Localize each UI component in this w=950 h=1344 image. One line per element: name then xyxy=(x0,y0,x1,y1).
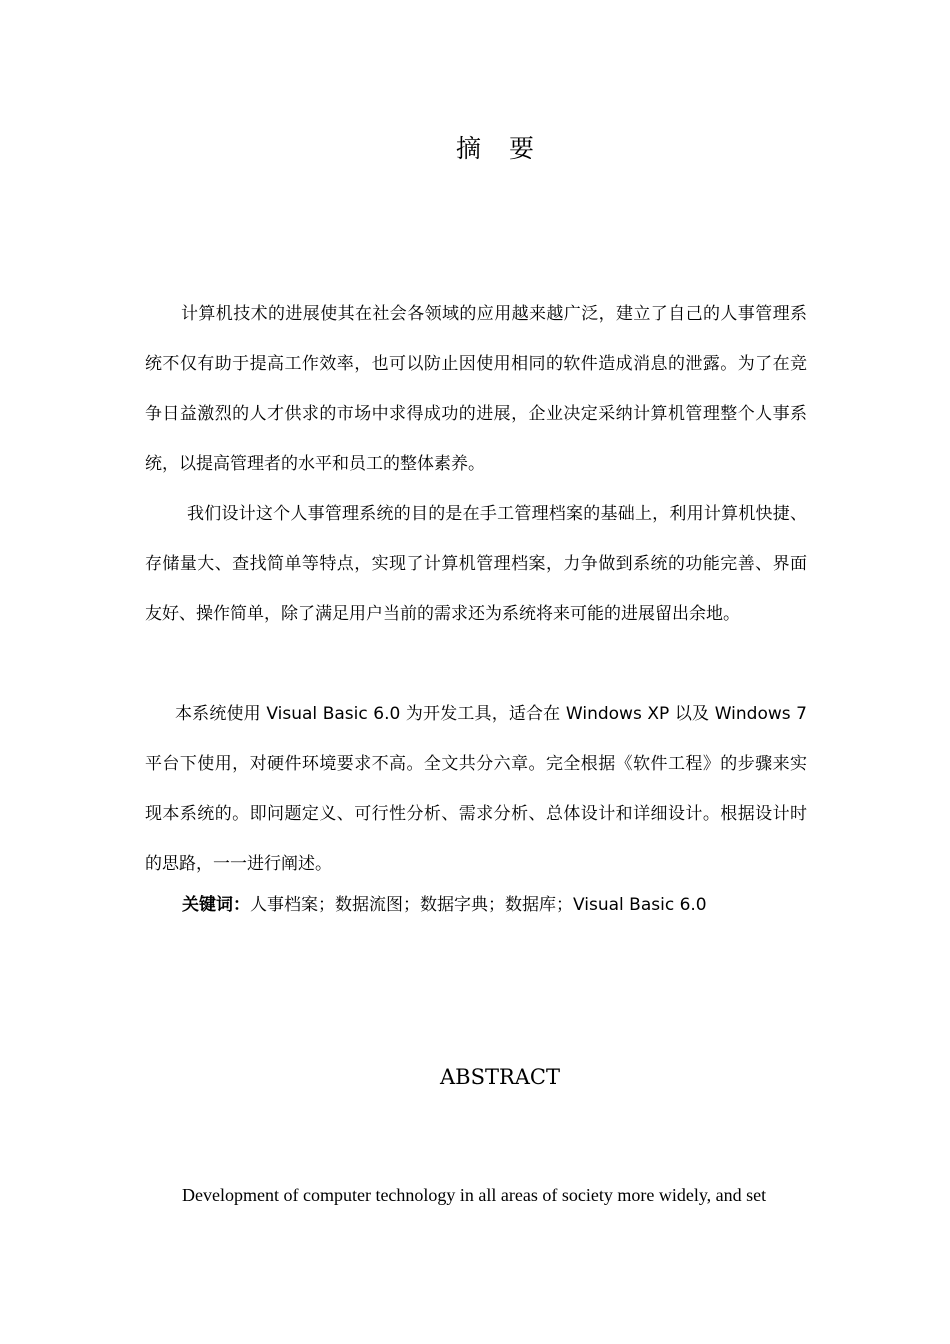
keywords-line xyxy=(182,890,807,920)
abstract-en-title: ABSTRACT xyxy=(439,1065,561,1089)
abstract-cn-paragraph-1: 计算机技术的进展使其在社会各领域的应用越来越广泛，建立了自己的人事管理系统不仅有助于提高工作效率，也可以防止因使用相同的软件造成消息的泄露。为了在竞争日益激烈的人才供求的市场中求得成功的进展，企业决定采纳计算机管理整个人事系统，以提高管理者的水平和员工的整体素养。 xyxy=(145,304,807,474)
abstract-cn-paragraph-3: 本系统使用 Visual Basic 6.0 为开发工具，适合在 Windows XP 以及 Windows 7 平台下使用，对硬件环境要求不高。全文共分六章。完全根据《软件工程》的步骤来实现本系统的。即问题定义、可行性分析、需求分析、总体设计和详细设计。根据设计时的思路，一一进行阐述。 xyxy=(145,704,807,874)
keywords-list: 人事档案；数据流图；数据字典；数据库；Visual Basic 6.0 xyxy=(250,895,707,915)
keywords-label: 关键词： xyxy=(182,895,250,915)
abstract-cn-title: 摘 要 xyxy=(456,134,544,163)
abstract-en-paragraph: Development of computer technology in all areas of society more widely, and set xyxy=(182,1185,767,1205)
abstract-cn-paragraph-2: 我们设计这个人事管理系统的目的是在手工管理档案的基础上，利用计算机快捷、存储量大、查找简单等特点，实现了计算机管理档案，力争做到系统的功能完善、界面友好、操作简单，除了满足用户当前的需求还为系统将来可能的进展留出余地。 xyxy=(145,504,807,624)
